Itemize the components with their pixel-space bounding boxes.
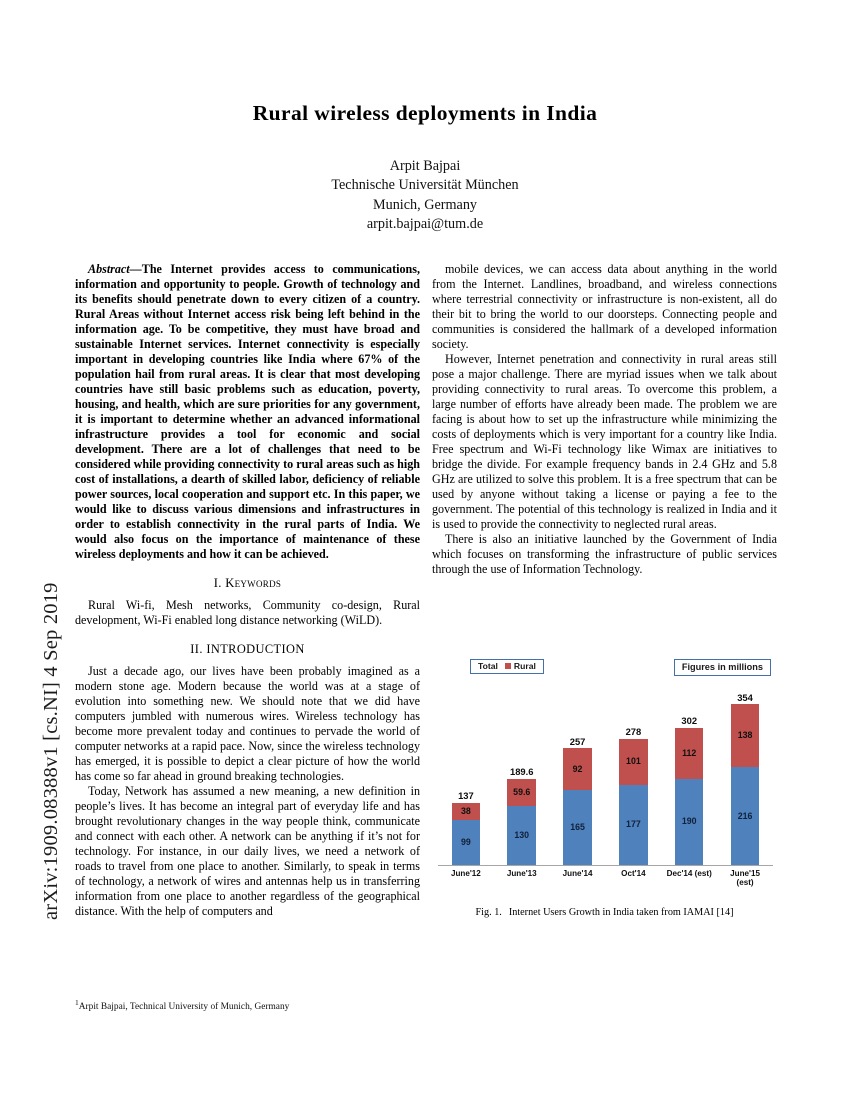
abstract-paragraph xyxy=(75,262,420,562)
bar-segment-rural: 92 xyxy=(563,748,592,790)
chart-x-label: Oct'14 xyxy=(621,869,646,878)
author-email: arpit.bajpai@tum.de xyxy=(366,216,484,233)
section-heading-keywords: I. Keywords xyxy=(213,576,282,590)
section-heading-introduction: II. INTRODUCTION xyxy=(190,642,305,656)
author-name: Arpit Bajpai xyxy=(389,157,461,174)
bar-stack xyxy=(675,728,704,865)
chart-legend xyxy=(470,659,544,674)
bar-total-label: 278 xyxy=(625,726,642,738)
intro-paragraph-4: However, Internet penetration and connectivity in rural areas still pose a major challenge. There are myriad issues when we talk about providing connectivity to rural areas. To overcome this problem, a large number of efforts have already been made. The problem we are facing is about how to set up the infrastructure while minimizing the costs of deployments which is very important for a country like India. Free spectrum and Wi-Fi technology like Wimax are initiatives to bridge the divide. For example frequency bands in 2.4 GHz and 5.8 GHz are utilized to solve this problem. It is a free spectrum that can be used by anyone without taking a license or paying a fee to the government. The potential of this technology is realized in India and it is used to provide the connectivity to neglected rural areas. xyxy=(432,352,777,531)
chart-bar-group xyxy=(442,679,490,865)
bar-segment-total: 130 xyxy=(507,806,536,865)
chart-x-label: June'12 xyxy=(450,869,481,878)
intro-paragraph-1: Just a decade ago, our lives have been probably imagined as a modern stone age. Modern because the world was at a stage of evolution into something new. We should note that we did have computers jumbled with numerous wires. Wireless technology has become more prevalent today and continues to pervade the world of computer networks at a rapid pace. Now, since the wireless technology has emerged, it is possible to depict a clear picture of how the world has come so far ahead in ground breaking technologies. xyxy=(75,664,420,783)
footnote-marker: 1 xyxy=(75,998,79,1007)
bar-segment-total: 177 xyxy=(619,785,648,865)
author-location: Munich, Germany xyxy=(372,196,478,213)
footnote-text: Arpit Bajpai, Technical University of Munich, Germany xyxy=(78,1002,290,1013)
page-title: Rural wireless deployments in India xyxy=(252,101,598,125)
legend-item-rural xyxy=(505,662,536,671)
bar-segment-rural: 38 xyxy=(452,803,481,820)
bar-segment-total: 165 xyxy=(563,790,592,865)
chart-bar-group xyxy=(554,679,602,865)
chart-bar-group xyxy=(498,679,546,865)
intro-paragraph-3: mobile devices, we can access data about anything in the world from the Internet. Landlines, broadband, and wireless connections where terrestrial connectivity or infrastructure is non-existent, all do their bit to bring the world to our doorsteps. Connecting people and communities is considered the hallmark of a developed information society. xyxy=(432,262,777,351)
figure-caption-text: Internet Users Growth in India taken from IAMAI [14] xyxy=(508,907,734,918)
chart-x-label: June'14 xyxy=(562,869,593,878)
bar-total-label: 189.6 xyxy=(510,766,534,778)
bar-segment-rural: 101 xyxy=(619,739,648,785)
bar-segment-rural: 112 xyxy=(675,728,704,779)
chart-note-box: Figures in millions xyxy=(674,659,771,676)
bar-total-label: 137 xyxy=(458,790,474,802)
chart-bar-group xyxy=(721,679,769,865)
chart-x-axis-labels xyxy=(438,870,773,892)
bar-segment-rural: 138 xyxy=(731,704,760,767)
bar-total-label: 354 xyxy=(737,691,753,703)
chart-x-label: Dec'14 (est) xyxy=(666,869,712,878)
legend-label-total: Total xyxy=(478,661,498,671)
bar-segment-rural: 59.6 xyxy=(507,779,536,806)
bar-stack xyxy=(507,779,536,865)
legend-swatch-icon xyxy=(505,663,511,669)
bar-segment-total: 99 xyxy=(452,820,481,865)
title-block xyxy=(75,100,775,235)
keywords-body: Rural Wi-fi, Mesh networks, Community co-design, Rural development, Wi-Fi enabled long distance networking (WiLD). xyxy=(75,598,420,627)
arxiv-stamp: arXiv:1909.08388v1 [cs.NI] 4 Sep 2019 xyxy=(40,582,62,920)
footnote xyxy=(75,995,420,1013)
bar-stack xyxy=(563,748,592,865)
intro-paragraph-5: There is also an initiative launched by the Government of India which focuses on transforming the infrastructure of public services through the use of Information Technology. xyxy=(432,532,777,576)
legend-item-total xyxy=(478,662,498,671)
intro-paragraph-2: Today, Network has assumed a new meaning, a new definition in people’s lives. It has become an integral part of everyday life and has brought revolutionary changes in the way people think, communicate and connect with each other. A network can be anything if it’s not for technology. For instance, in our daily lives, we need a network of roads to travel from one place to another. Similarly, to speak in terms of technology, a network of wires and antennas help us in transferring information from one place to another regardless of the geographical distance. With the help of computers and xyxy=(75,784,420,918)
figure-1 xyxy=(432,655,777,919)
figure-number: Fig. 1. xyxy=(475,907,502,918)
abstract-text: The Internet provides access to communications, information and opportunity to people. Growth of technology and its benefits should penetrate down to every citizen of a country. Rural Areas without Internet access risk being left behind in the information age. To be competitive, they must have broad and sustainable Internet services. Internet connectivity is especially important in developing countries like India where 67% of the population hail from rural areas. It is clear that most developing countries have still basic problems such as education, poverty, housing, and health, which are sure priorities for any government, it is important to determine whether an advanced informational infrastructure provides a tool for economic and social development. There are a lot of challenges that need to be considered while providing connectivity to rural areas such as high cost of installations, a dearth of skilled labor, deficiency of reliable power sources, local cooperation and support etc. In this paper, we would like to discuss various dimensions and infrastructures in order to establish connectivity in the rural parts of India. We would also focus on the importance of maintenance of these wireless deployments and how it can be achieved. xyxy=(75,262,420,561)
bar-stack xyxy=(452,803,481,865)
figure-caption xyxy=(432,906,777,919)
chart-bar-group xyxy=(610,679,658,865)
chart-bar-group xyxy=(665,679,713,865)
bar-segment-total: 216 xyxy=(731,767,760,865)
abstract-label: Abstract— xyxy=(88,262,142,276)
legend-label-rural: Rural xyxy=(513,661,536,671)
bar-segment-total: 190 xyxy=(675,779,704,865)
bar-total-label: 302 xyxy=(681,715,698,727)
chart-internet-users-growth xyxy=(432,655,777,900)
author-affiliation: Technische Universität München xyxy=(331,177,519,194)
column-left xyxy=(75,262,420,919)
chart-x-label: June'15 (est) xyxy=(730,869,760,887)
chart-x-label: June'13 xyxy=(506,869,537,878)
bar-stack xyxy=(619,739,648,865)
bar-total-label: 257 xyxy=(569,735,586,747)
bar-stack xyxy=(731,704,760,865)
chart-plot-area xyxy=(438,679,773,866)
column-right xyxy=(432,262,777,577)
